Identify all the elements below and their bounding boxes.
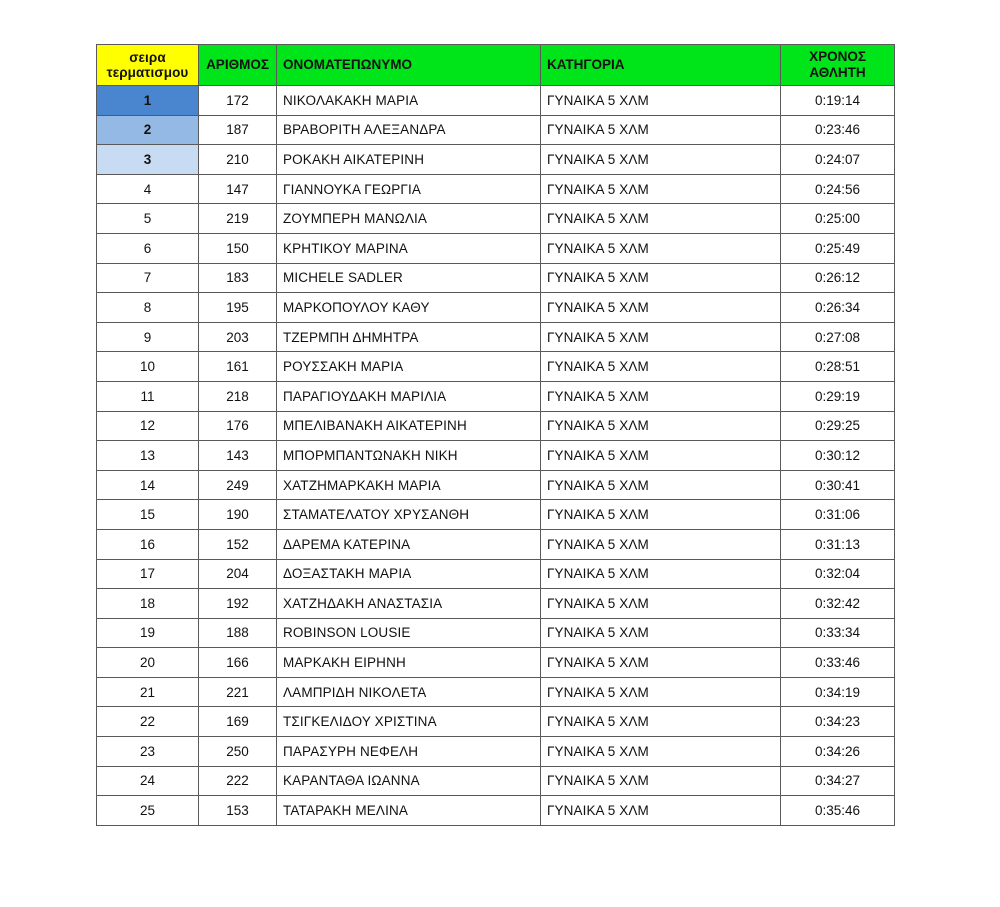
table-row[interactable] (97, 145, 895, 175)
table-row[interactable] (97, 796, 895, 826)
cell-bib-number: 147 (199, 174, 277, 204)
table-row[interactable] (97, 322, 895, 352)
column-header-time-line1: ΧΡΟΝΟΣ (809, 49, 866, 65)
cell-rank: 21 (97, 677, 199, 707)
cell-rank: 24 (97, 766, 199, 796)
cell-bib-number: 152 (199, 529, 277, 559)
table-row[interactable] (97, 500, 895, 530)
cell-finish-time: 0:32:04 (781, 559, 895, 589)
table-row[interactable] (97, 411, 895, 441)
cell-athlete-name: ΤΣΙΓΚΕΛΙΔΟΥ ΧΡΙΣΤΙΝΑ (277, 707, 541, 737)
cell-bib-number: 249 (199, 470, 277, 500)
table-row[interactable] (97, 677, 895, 707)
cell-bib-number: 161 (199, 352, 277, 382)
column-header-number[interactable]: ΑΡΙΘΜΟΣ (199, 45, 277, 86)
cell-category: ΓΥΝΑΙΚΑ 5 ΧΛΜ (541, 500, 781, 530)
cell-bib-number: 204 (199, 559, 277, 589)
table-row[interactable] (97, 174, 895, 204)
table-row[interactable] (97, 352, 895, 382)
column-header-rank[interactable] (97, 45, 199, 86)
cell-bib-number: 192 (199, 589, 277, 619)
cell-rank: 2 (97, 115, 199, 145)
column-header-rank-line1: σειρα (129, 49, 166, 65)
cell-category: ΓΥΝΑΙΚΑ 5 ΧΛΜ (541, 86, 781, 116)
cell-athlete-name: ΠΑΡΑΣΥΡΗ ΝΕΦΕΛΗ (277, 737, 541, 767)
cell-finish-time: 0:33:46 (781, 648, 895, 678)
cell-athlete-name: ΛΑΜΠΡΙΔΗ ΝΙΚΟΛΕΤΑ (277, 677, 541, 707)
cell-category: ΓΥΝΑΙΚΑ 5 ΧΛΜ (541, 174, 781, 204)
cell-category: ΓΥΝΑΙΚΑ 5 ΧΛΜ (541, 115, 781, 145)
cell-bib-number: 150 (199, 233, 277, 263)
cell-bib-number: 195 (199, 293, 277, 323)
cell-rank: 3 (97, 145, 199, 175)
cell-finish-time: 0:26:34 (781, 293, 895, 323)
cell-finish-time: 0:23:46 (781, 115, 895, 145)
cell-category: ΓΥΝΑΙΚΑ 5 ΧΛΜ (541, 145, 781, 175)
header-row (97, 45, 895, 86)
cell-athlete-name: ΖΟΥΜΠΕΡΗ ΜΑΝΩΛΙΑ (277, 204, 541, 234)
cell-finish-time: 0:32:42 (781, 589, 895, 619)
cell-finish-time: 0:34:19 (781, 677, 895, 707)
cell-rank: 1 (97, 86, 199, 116)
cell-athlete-name: ΜΑΡΚΟΠΟΥΛΟΥ ΚΑΘΥ (277, 293, 541, 323)
cell-category: ΓΥΝΑΙΚΑ 5 ΧΛΜ (541, 263, 781, 293)
table-row[interactable] (97, 707, 895, 737)
cell-finish-time: 0:33:34 (781, 618, 895, 648)
cell-finish-time: 0:26:12 (781, 263, 895, 293)
cell-athlete-name: ΒΡΑΒΟΡΙΤΗ ΑΛΕΞΑΝΔΡΑ (277, 115, 541, 145)
cell-rank: 14 (97, 470, 199, 500)
cell-category: ΓΥΝΑΙΚΑ 5 ΧΛΜ (541, 559, 781, 589)
cell-athlete-name: ΧΑΤΖΗΔΑΚΗ ΑΝΑΣΤΑΣΙΑ (277, 589, 541, 619)
cell-athlete-name: ΝΙΚΟΛΑΚΑΚΗ ΜΑΡΙΑ (277, 86, 541, 116)
cell-bib-number: 153 (199, 796, 277, 826)
table-row[interactable] (97, 381, 895, 411)
cell-rank: 15 (97, 500, 199, 530)
cell-bib-number: 176 (199, 411, 277, 441)
cell-athlete-name: ΡΟΥΣΣΑΚΗ ΜΑΡΙΑ (277, 352, 541, 382)
column-header-time-line2: ΑΘΛΗΤΗ (809, 65, 866, 80)
cell-finish-time: 0:25:49 (781, 233, 895, 263)
cell-rank: 16 (97, 529, 199, 559)
table-row[interactable] (97, 441, 895, 471)
cell-bib-number: 166 (199, 648, 277, 678)
cell-bib-number: 218 (199, 381, 277, 411)
table-body (97, 86, 895, 826)
cell-bib-number: 190 (199, 500, 277, 530)
cell-category: ΓΥΝΑΙΚΑ 5 ΧΛΜ (541, 441, 781, 471)
cell-bib-number: 221 (199, 677, 277, 707)
cell-category: ΓΥΝΑΙΚΑ 5 ΧΛΜ (541, 293, 781, 323)
cell-finish-time: 0:30:12 (781, 441, 895, 471)
table-row[interactable] (97, 293, 895, 323)
table-row[interactable] (97, 559, 895, 589)
cell-rank: 12 (97, 411, 199, 441)
cell-rank: 22 (97, 707, 199, 737)
cell-athlete-name: ΜΠΕΛΙΒΑΝΑΚΗ ΑΙΚΑΤΕΡΙΝΗ (277, 411, 541, 441)
cell-category: ΓΥΝΑΙΚΑ 5 ΧΛΜ (541, 352, 781, 382)
cell-athlete-name: ΜΠΟΡΜΠΑΝΤΩΝΑΚΗ ΝΙΚΗ (277, 441, 541, 471)
cell-bib-number: 222 (199, 766, 277, 796)
cell-category: ΓΥΝΑΙΚΑ 5 ΧΛΜ (541, 470, 781, 500)
cell-rank: 17 (97, 559, 199, 589)
cell-athlete-name: ΔΟΞΑΣΤΑΚΗ ΜΑΡΙΑ (277, 559, 541, 589)
cell-rank: 9 (97, 322, 199, 352)
cell-category: ΓΥΝΑΙΚΑ 5 ΧΛΜ (541, 707, 781, 737)
cell-athlete-name: ΤΑΤΑΡΑΚΗ ΜΕΛΙΝΑ (277, 796, 541, 826)
cell-bib-number: 203 (199, 322, 277, 352)
cell-athlete-name: ΜΑΡΚΑΚΗ ΕΙΡΗΝΗ (277, 648, 541, 678)
cell-finish-time: 0:29:25 (781, 411, 895, 441)
cell-finish-time: 0:24:07 (781, 145, 895, 175)
cell-rank: 25 (97, 796, 199, 826)
cell-finish-time: 0:34:23 (781, 707, 895, 737)
cell-rank: 19 (97, 618, 199, 648)
cell-category: ΓΥΝΑΙΚΑ 5 ΧΛΜ (541, 648, 781, 678)
column-header-category[interactable]: ΚΑΤΗΓΟΡΙΑ (541, 45, 781, 86)
cell-category: ΓΥΝΑΙΚΑ 5 ΧΛΜ (541, 766, 781, 796)
cell-athlete-name: ΤΖΕΡΜΠΗ ΔΗΜΗΤΡΑ (277, 322, 541, 352)
cell-category: ΓΥΝΑΙΚΑ 5 ΧΛΜ (541, 737, 781, 767)
cell-athlete-name: MICHELE SADLER (277, 263, 541, 293)
cell-finish-time: 0:34:27 (781, 766, 895, 796)
cell-rank: 7 (97, 263, 199, 293)
cell-finish-time: 0:28:51 (781, 352, 895, 382)
column-header-rank-line2: τερματισμου (106, 65, 189, 80)
cell-finish-time: 0:24:56 (781, 174, 895, 204)
table-row[interactable] (97, 648, 895, 678)
cell-athlete-name: ΡΟΚΑΚΗ ΑΙΚΑΤΕΡΙΝΗ (277, 145, 541, 175)
column-header-time[interactable] (781, 45, 895, 86)
table-row[interactable] (97, 470, 895, 500)
cell-bib-number: 172 (199, 86, 277, 116)
cell-category: ΓΥΝΑΙΚΑ 5 ΧΛΜ (541, 529, 781, 559)
cell-category: ΓΥΝΑΙΚΑ 5 ΧΛΜ (541, 233, 781, 263)
cell-bib-number: 187 (199, 115, 277, 145)
table-row[interactable] (97, 589, 895, 619)
cell-rank: 10 (97, 352, 199, 382)
cell-bib-number: 143 (199, 441, 277, 471)
table-header (97, 45, 895, 86)
cell-rank: 20 (97, 648, 199, 678)
table-row[interactable] (97, 737, 895, 767)
cell-rank: 23 (97, 737, 199, 767)
cell-rank: 11 (97, 381, 199, 411)
cell-category: ΓΥΝΑΙΚΑ 5 ΧΛΜ (541, 381, 781, 411)
table-row[interactable] (97, 766, 895, 796)
cell-finish-time: 0:29:19 (781, 381, 895, 411)
table-row[interactable] (97, 86, 895, 116)
cell-athlete-name: ΠΑΡΑΓΙΟΥΔΑΚΗ ΜΑΡΙΛΙΑ (277, 381, 541, 411)
cell-bib-number: 219 (199, 204, 277, 234)
cell-rank: 6 (97, 233, 199, 263)
cell-athlete-name: ΔΑΡΕΜΑ ΚΑΤΕΡΙΝΑ (277, 529, 541, 559)
table-row[interactable] (97, 115, 895, 145)
cell-finish-time: 0:30:41 (781, 470, 895, 500)
cell-rank: 4 (97, 174, 199, 204)
table-row[interactable] (97, 263, 895, 293)
cell-bib-number: 250 (199, 737, 277, 767)
table-row[interactable] (97, 618, 895, 648)
cell-finish-time: 0:25:00 (781, 204, 895, 234)
cell-athlete-name: ΓΙΑΝΝΟΥΚΑ ΓΕΩΡΓΙΑ (277, 174, 541, 204)
table-row[interactable] (97, 204, 895, 234)
column-header-name[interactable]: ΟΝΟΜΑΤΕΠΩΝΥΜΟ (277, 45, 541, 86)
cell-category: ΓΥΝΑΙΚΑ 5 ΧΛΜ (541, 677, 781, 707)
cell-category: ΓΥΝΑΙΚΑ 5 ΧΛΜ (541, 589, 781, 619)
cell-athlete-name: ROBINSON LOUSIE (277, 618, 541, 648)
cell-finish-time: 0:34:26 (781, 737, 895, 767)
cell-bib-number: 183 (199, 263, 277, 293)
cell-category: ΓΥΝΑΙΚΑ 5 ΧΛΜ (541, 322, 781, 352)
cell-bib-number: 210 (199, 145, 277, 175)
cell-rank: 5 (97, 204, 199, 234)
cell-category: ΓΥΝΑΙΚΑ 5 ΧΛΜ (541, 411, 781, 441)
table-row[interactable] (97, 233, 895, 263)
cell-athlete-name: ΚΡΗΤΙΚΟΥ ΜΑΡΙΝΑ (277, 233, 541, 263)
cell-rank: 8 (97, 293, 199, 323)
cell-bib-number: 169 (199, 707, 277, 737)
cell-category: ΓΥΝΑΙΚΑ 5 ΧΛΜ (541, 796, 781, 826)
cell-finish-time: 0:27:08 (781, 322, 895, 352)
cell-athlete-name: ΧΑΤΖΗΜΑΡΚΑΚΗ ΜΑΡΙΑ (277, 470, 541, 500)
results-sheet (96, 44, 894, 826)
race-results-table (96, 44, 895, 826)
cell-rank: 18 (97, 589, 199, 619)
cell-athlete-name: ΚΑΡΑΝΤΑΘΑ ΙΩΑΝΝΑ (277, 766, 541, 796)
cell-finish-time: 0:35:46 (781, 796, 895, 826)
table-row[interactable] (97, 529, 895, 559)
cell-category: ΓΥΝΑΙΚΑ 5 ΧΛΜ (541, 204, 781, 234)
cell-category: ΓΥΝΑΙΚΑ 5 ΧΛΜ (541, 618, 781, 648)
cell-finish-time: 0:19:14 (781, 86, 895, 116)
cell-rank: 13 (97, 441, 199, 471)
cell-finish-time: 0:31:06 (781, 500, 895, 530)
cell-athlete-name: ΣΤΑΜΑΤΕΛΑΤΟΥ ΧΡΥΣΑΝΘΗ (277, 500, 541, 530)
cell-bib-number: 188 (199, 618, 277, 648)
cell-finish-time: 0:31:13 (781, 529, 895, 559)
